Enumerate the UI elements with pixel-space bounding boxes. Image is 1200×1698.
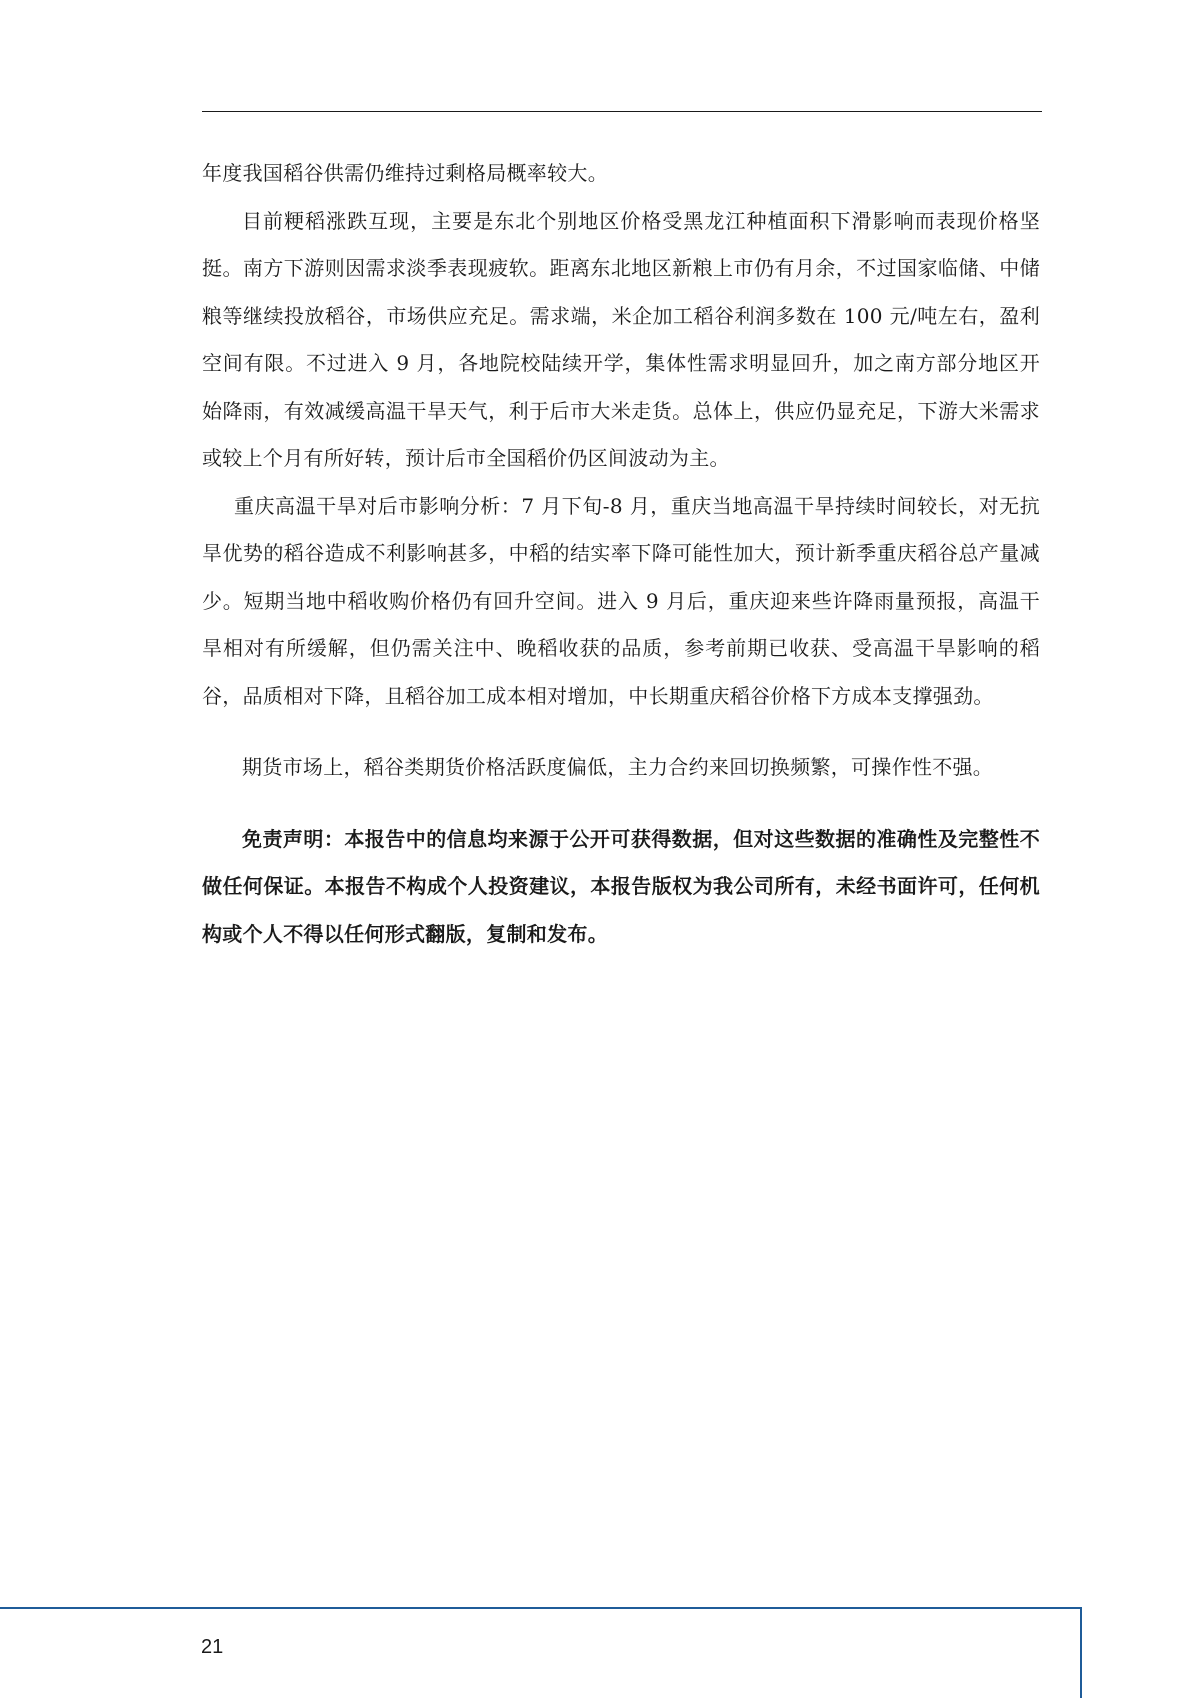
document-body [202, 150, 1040, 958]
paragraph-chongqing-drought: 重庆高温干旱对后市影响分析：7 月下旬-8 月，重庆当地高温干旱持续时间较长，对无抗旱优势的稻谷造成不利影响甚多，中稻的结实率下降可能性加大，预计新季重庆稻谷总产量减少。短期当地中稻收购价格仍有回升空间。进入 9 月后，重庆迎来些许降雨量预报，高温干旱相对有所缓解，但仍需关注中、晚稻收获的品质，参考前期已收获、受高温干旱影响的稻谷，品质相对下降，且稻谷加工成本相对增加，中长期重庆稻谷价格下方成本支撑强劲。 [202, 493, 1040, 708]
disclaimer: 免责声明：本报告中的信息均来源于公开可获得数据，但对这些数据的准确性及完整性不做任何保证。本报告不构成个人投资建议，本报告版权为我公司所有，未经书面许可，任何机构或个人不得以任何形式翻版，复制和发布。 [202, 826, 1040, 946]
paragraph-continuation: 年度我国稻谷供需仍维持过剩格局概率较大。 [202, 161, 608, 185]
paragraph-futures-market: 期货市场上，稻谷类期货价格活跃度偏低，主力合约来回切换频繁，可操作性不强。 [242, 755, 994, 779]
page-number: 21 [201, 1636, 224, 1658]
header-rule [202, 111, 1042, 112]
paragraph-japonica-rice: 目前粳稻涨跌互现，主要是东北个别地区价格受黑龙江种植面积下滑影响而表现价格坚挺。南方下游则因需求淡季表现疲软。距离东北地区新粮上市仍有月余，不过国家临储、中储粮等继续投放稻谷，市场供应充足。需求端，米企加工稻谷利润多数在 100 元/吨左右，盈利空间有限。不过进入 9 月，各地院校陆续开学，集体性需求明显回升，加之南方部分地区开始降雨，有效减缓高温干旱天气，利于后市大米走货。总体上，供应仍显充足，下游大米需求或较上个月有所好转，预计后市全国稻价仍区间波动为主。 [202, 208, 1040, 470]
footer-frame [0, 1607, 1082, 1698]
